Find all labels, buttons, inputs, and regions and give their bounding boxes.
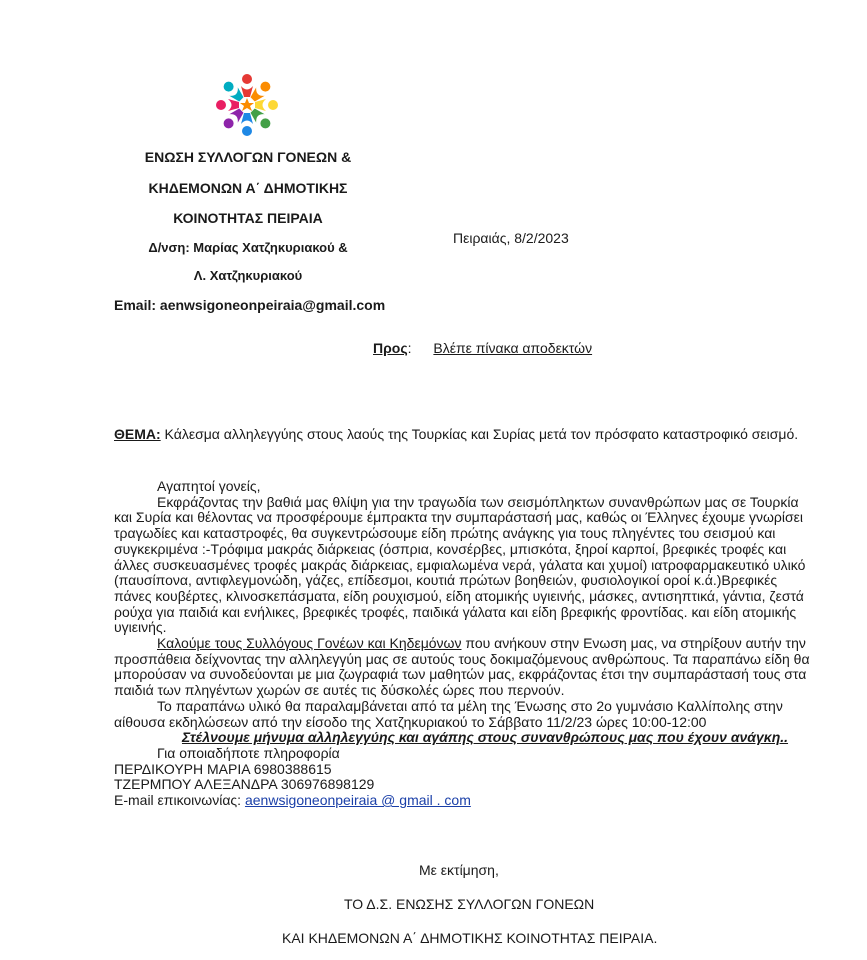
header-email: Email: aenwsigoneonpeiraia@gmail.com [114, 297, 386, 313]
recipient-label: Προς [373, 340, 408, 356]
paragraph-call [114, 636, 816, 699]
contact-email-link[interactable]: aenwsigoneonpeiraia @ gmail . com [244, 792, 471, 809]
recipient-colon: : [407, 340, 412, 356]
org-name-line-2: ΚΗΔΕΜΟΝΩΝ Α΄ ΔΗΜΟΤΙΚΗΣ [148, 180, 348, 196]
paragraph-collection: Το παραπάνω υλικό θα παραλαμβάνεται από τα μέλη της Ένωσης στο 2ο γυμνάσιο Καλλίπολης στην αίθουσα εκδηλώσεων από την είσοδο της Χατζηκυριακού το Σάββατο 11/2/23 ώρες 10:00-12:00 [114, 697, 783, 730]
contact-perdikouri: ΠΕΡΔΙΚΟΥΡΗ ΜΑΡΙΑ 6980388615 [114, 760, 332, 777]
address-line-2: Λ. Χατζηκυριακού [193, 268, 303, 283]
letter-date: Πειραιάς, 8/2/2023 [453, 230, 569, 246]
greeting: Αγαπητοί γονείς, [157, 478, 261, 494]
closing-regards: Με εκτίμηση, [419, 862, 499, 878]
subject-text: Κάλεσμα αλληλεγγύης στους λαούς της Τουρκίας και Συρίας μετά τον πρόσφατο καταστροφικό σεισμό. [160, 426, 799, 442]
address-line-1: Δ/νση: Μαρίας Χατζηκυριακού & [148, 240, 348, 255]
recipient-row [373, 340, 592, 356]
closing-signature-line-2: ΚΑΙ ΚΗΔΕΜΟΝΩΝ Α΄ ΔΗΜΟΤΙΚΗΣ ΚΟΙΝΟΤΗΤΑΣ ΠΕΙΡΑΙΑ. [282, 930, 658, 946]
letter-body [114, 479, 816, 809]
subject-label: ΘΕΜΑ: [114, 426, 161, 442]
recipient-value: Βλέπε πίνακα αποδεκτών [433, 340, 593, 356]
info-intro: Για οποιαδήποτε πληροφορία [157, 744, 340, 761]
contact-email-row [114, 793, 816, 809]
paragraph-call-underlined: Καλούμε τους Συλλόγους Γονέων και Κηδεμόνων [157, 635, 462, 652]
paragraph-items: Εκφράζοντας την βαθιά μας θλίψη για την τραγωδία των σεισμόπληκτων συνανθρώπων μας σε Τουρκία και Συρία και θέλοντας να προσφέρουμε έμπρακτα την συμπαράστασή μας, καθώς οι Έλληνες έχουμε γνωρίσει τραγωδίες και καταστροφές, θα συγκεντρώσουμε είδη πρώτης ανάγκης για τους πληγέντες του σεισμού και συγκεκριμένα :-Τρόφιμα μακράς διάρκειας (όσπρια, κονσέρβες, μπισκότα, ξηροί καρποί, βρεφικές τροφές και άλλες συσκευασμένες τροφές μακράς διάρκειας, εμφιαλωμένα νερά, γάλατα και χυμοί) ιατροφαρμακευτικό υλικό (παυσίπονα, αντιφλεγμονώδη, γάζες, επίδεσμοι, κουτιά πρώτων βοηθειών, φυσιολογικοί οροί κ.ά.)Βρεφικές πάνες κουβέρτες, κλινοσκεπάσματα, είδη ρουχισμού, είδη ατομικής υγιεινής, μάσκες, αντισηπτικά, γάντια, ζεστά ρούχα για παιδιά και ενήλικες, βρεφικές τροφές, παιδικά γάλατα και είδη βρεφικής φροντίδας. και είδη ατομικής υγιεινής. [114, 493, 806, 636]
solidarity-message: Στέλνουμε μήνυμα αλληλεγγύης και αγάπης στους συνανθρώπους μας που έχουν ανάγκη.. [181, 729, 789, 746]
closing-signature-line-1: ΤΟ Δ.Σ. ΕΝΩΣΗΣ ΣΥΛΛΟΓΩΝ ΓΟΝΕΩΝ [344, 896, 595, 912]
org-name-line-3: ΚΟΙΝΟΤΗΤΑΣ ΠΕΙΡΑΙΑ [173, 210, 323, 226]
paragraph-call-rest: που ανήκουν στην Ενωση μας, να στηρίξουν αυτήν την προσπάθεια δείχνοντας την αλληλεγγύη μας σε αυτούς τους δοκιμαζόμενους ανθρώπους. Τα παραπάνω είδη θα μπορούσαν να συνοδεύονται με μια ζωγραφιά των μαθητών μας, εκφράζοντας έτσι την συμπαράστασή τους στα παιδιά των πληγέντων χωρών σε αυτές τις δύσκολές ώρες που περνούν. [114, 635, 810, 699]
organization-logo-icon [209, 70, 285, 140]
contact-email-label: E-mail επικοινωνίας: [114, 792, 245, 809]
org-name-line-1: ΕΝΩΣΗ ΣΥΛΛΟΓΩΝ ΓΟΝΕΩΝ & [144, 149, 352, 165]
contact-tzermpou: ΤΖΕΡΜΠΟΥ ΑΛΕΞΑΝΔΡΑ 306976898129 [114, 776, 375, 793]
subject [114, 427, 814, 443]
